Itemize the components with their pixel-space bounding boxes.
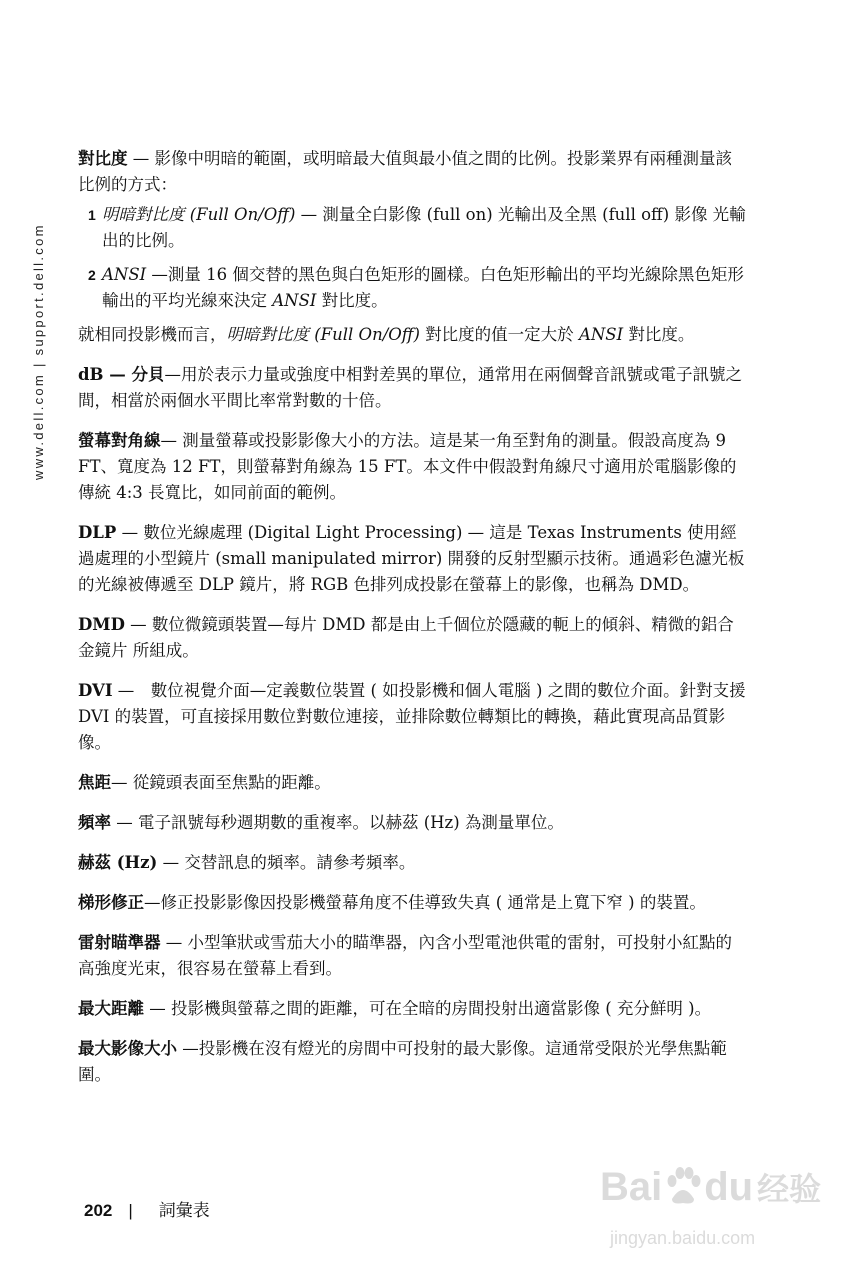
entry-focal <box>78 770 746 796</box>
note-text: 對比度。 <box>623 325 695 344</box>
definition-frequency: — 電子訊號每秒週期數的重複率。以赫茲 (Hz) 為測量單位。 <box>111 813 564 832</box>
watermark-logo <box>600 1164 821 1210</box>
entry-frequency <box>78 810 746 836</box>
entry-hz <box>78 850 746 876</box>
entry-contrast-note <box>78 322 746 348</box>
entry-dlp <box>78 520 746 598</box>
page-number: 202 <box>84 1201 113 1220</box>
entry-dmd <box>78 612 746 664</box>
definition-diagonal: — 測量螢幕或投影影像大小的方法。這是某一角至對角的測量。假設高度為 9 FT、寬度為 12 FT，則螢幕對角線為 15 FT。本文件中假設對角線尺寸適用於電腦影像的傳統 4:3 長寬比，如同前面的範例。 <box>78 431 737 502</box>
definition-maxsize: —投影機在沒有燈光的房間中可投射的最大影像。這通常受限於光學焦點範圍。 <box>78 1039 727 1084</box>
definition-db: —用於表示力量或強度中相對差異的單位，通常用在兩個聲音訊號或電子訊號之間，相當於兩個水平間比率常對數的十倍。 <box>78 365 742 410</box>
contrast-item-1 <box>88 202 746 254</box>
item-italic: ANSI <box>102 265 147 284</box>
term-diagonal: 螢幕對角線 <box>78 431 161 450</box>
note-text: 對比度的值一定大於 <box>419 325 579 344</box>
term-frequency: 頻率 <box>78 813 111 832</box>
term-laser: 雷射瞄準器 <box>78 933 161 952</box>
term-hz: 赫茲 (Hz) <box>78 853 158 872</box>
definition-focal: — 從鏡頭表面至焦點的距離。 <box>111 773 331 792</box>
definition-dlp: — 數位光線處理 (Digital Light Processing) — 這是 Texas Instruments 使用經過處理的小型鏡片 (small manipulated mirror) 開發的反射型顯示技術。通過彩色濾光板的光線被傳遞至 DLP 鏡片，將 RGB 色排列成投影在螢幕上的影像，也稱為 DMD。 <box>78 523 745 594</box>
definition-maxdist: — 投影機與螢幕之間的距離，可在全暗的房間投射出適當影像 ( 充分鮮明 )。 <box>144 999 712 1018</box>
note-italic: 明暗對比度 (Full On/Off) <box>226 325 420 344</box>
term-keystone: 梯形修正 <box>78 893 144 912</box>
watermark-url: jingyan.baidu.com <box>610 1228 756 1248</box>
item-text: —測量 16 個交替的黑色與白色矩形的圖樣。白色矩形輸出的平均光線除黑色矩形輸出的平均光線來決定 <box>102 265 744 310</box>
entry-dvi <box>78 678 746 756</box>
term-dvi: DVI <box>78 681 113 700</box>
term-db: dB — 分貝 <box>78 365 165 384</box>
logo-text-cn: 经验 <box>757 1171 822 1207</box>
entry-keystone <box>78 890 746 916</box>
entry-diagonal <box>78 428 746 506</box>
definition-keystone: —修正投影影像因投影機螢幕角度不佳導致失真 ( 通常是上寬下窄 ) 的裝置。 <box>144 893 706 912</box>
term-contrast: 對比度 <box>78 149 128 168</box>
entry-laser <box>78 930 746 982</box>
entry-maxdist <box>78 996 746 1022</box>
logo-text-a: Bai <box>600 1164 663 1209</box>
section-title: 詞彙表 <box>158 1201 210 1220</box>
term-maxdist: 最大距離 <box>78 999 144 1018</box>
entry-contrast <box>78 146 746 198</box>
item-number: 2 <box>88 267 96 283</box>
definition-contrast: — 影像中明暗的範圍，或明暗最大值與最小值之間的比例。投影業界有兩種測量該比例的方式： <box>78 149 732 194</box>
note-italic: ANSI <box>578 325 624 344</box>
glossary-content <box>78 146 746 1102</box>
paw-icon <box>664 1167 702 1207</box>
sidebar-url: www.dell.com | support.dell.com <box>31 223 46 480</box>
entry-maxsize <box>78 1036 746 1088</box>
baidu-watermark <box>600 1150 835 1260</box>
page-footer <box>84 1196 210 1221</box>
term-focal: 焦距 <box>78 773 111 792</box>
item-italic: ANSI <box>272 291 317 310</box>
item-italic: 明暗對比度 (Full On/Off) <box>102 205 296 224</box>
term-dlp: DLP <box>78 523 117 542</box>
item-text: 對比度。 <box>316 291 388 310</box>
definition-hz: — 交替訊息的頻率。請參考頻率。 <box>157 853 416 872</box>
footer-separator: | <box>128 1201 133 1220</box>
entry-db <box>78 362 746 414</box>
item-number: 1 <box>88 207 96 223</box>
logo-text-b: du <box>704 1164 754 1209</box>
term-dmd: DMD <box>78 615 125 634</box>
item-text: — 測量全白影像 (full on) 光輸出及全黑 (full off) 影像 光輸出的比例。 <box>102 205 746 250</box>
note-text: 就相同投影機而言， <box>78 325 227 344</box>
contrast-item-2 <box>88 262 746 314</box>
term-maxsize: 最大影像大小 <box>78 1039 177 1058</box>
definition-laser: — 小型筆狀或雪茄大小的瞄準器，內含小型電池供電的雷射，可投射小紅點的高強度光束，很容易在螢幕上看到。 <box>78 933 732 978</box>
definition-dmd: — 數位微鏡頭裝置—每片 DMD 都是由上千個位於隱藏的軛上的傾斜、精微的鋁合金鏡片 所組成。 <box>78 615 734 660</box>
definition-dvi: — 數位視覺介面—定義數位裝置 ( 如投影機和個人電腦 ) 之間的數位介面。針對支援 DVI 的裝置，可直接採用數位對數位連接，並排除數位轉類比的轉換，藉此實現高品質影像。 <box>78 681 746 752</box>
